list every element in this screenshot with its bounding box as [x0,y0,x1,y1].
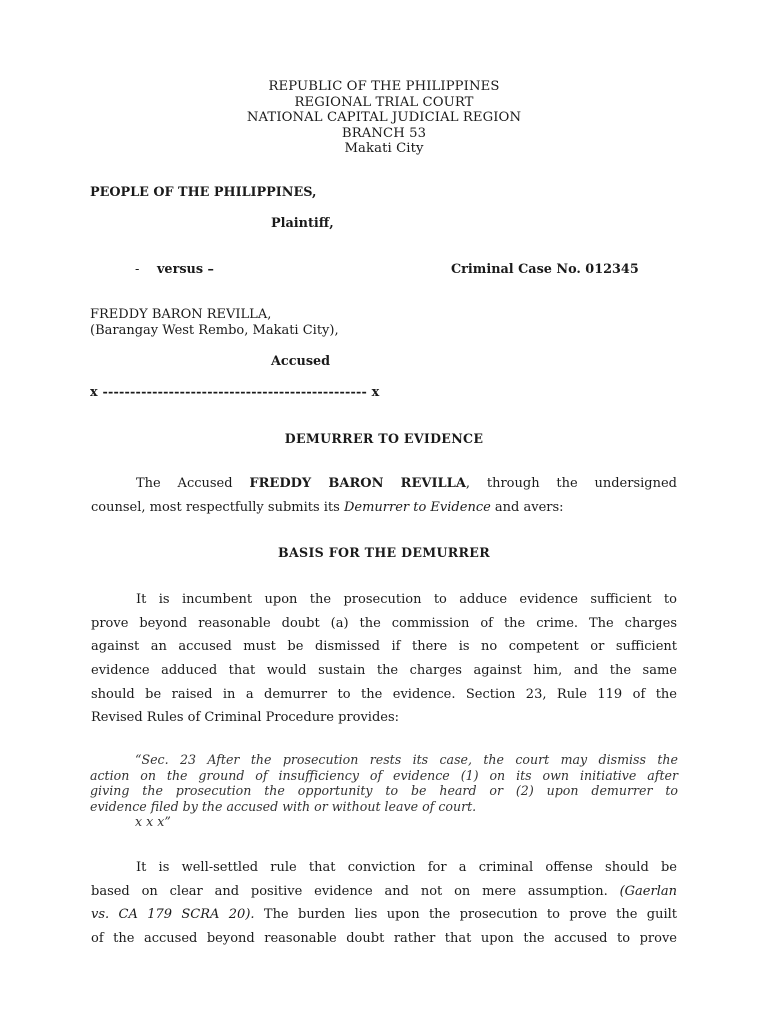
caption-separator: x ------------------------------------------------ x [90,385,380,400]
accused-address: (Barangay West Rembo, Makati City), [90,323,339,338]
intro-text: , through the undersigned [465,476,678,491]
court-header-line-3: NATIONAL CAPITAL JUDICIAL REGION [246,110,522,125]
paragraph-2-line: It is well-settled rule that conviction for a criminal offense should be [136,860,677,875]
paragraph-1 [91,588,677,730]
paragraph-1-line: evidence adduced that would sustain the charges against him, and the same [91,663,677,679]
versus-label: versus – [157,262,214,277]
court-header-line-4: BRANCH 53 [341,125,427,141]
document-title: DEMURRER TO EVIDENCE [284,431,484,446]
paragraph-1-line: Revised Rules of Criminal Procedure provides: [91,710,400,726]
paragraph-1-line: against an accused must be dismissed if there is no competent or sufficient [91,639,677,655]
case-number: Criminal Case No. 012345 [451,262,639,277]
paragraph-2-line: of the accused beyond reasonable doubt rather that upon the accused to prove [91,931,677,947]
intro-text: The Accused [136,476,250,491]
plaintiff-name: PEOPLE OF THE PHILIPPINES, [90,185,317,200]
versus-dash: - [135,262,140,277]
quote-line: “Sec. 23 After the prosecution rests its case, the court may dismiss the [135,752,678,767]
intro-line-2 [91,496,677,520]
intro-text: and avers: [490,499,564,515]
statute-quote [90,752,678,830]
court-header-line-5: Makati City [344,141,424,156]
citation-italic: vs. CA 179 SCRA 20). [91,907,255,923]
quote-line: giving the prosecution the opportunity to be heard or (2) upon demurrer to [90,783,678,799]
demurrer-italic: Demurrer to Evidence [343,499,491,515]
intro-line-1 [91,472,677,496]
paragraph-1-line: should be raised in a demurrer to the evidence. Section 23, Rule 119 of the [91,686,677,702]
accused-role: Accused [271,354,331,369]
citation-italic: (Gaerlan [619,883,677,899]
court-header [0,79,768,157]
quote-line: evidence filed by the accused with or without leave of court. [90,798,477,814]
court-header-line-2: REGIONAL TRIAL COURT [294,94,474,110]
intro-paragraph [91,472,677,519]
paragraph-1-line: prove beyond reasonable doubt (a) the commission of the crime. The charges [91,615,677,631]
quote-line: action on the ground of insufficiency of evidence (1) on its own initiative after [90,767,678,783]
accused-name: FREDDY BARON REVILLA, [90,307,272,322]
quote-ellipsis: x x x” [135,814,171,830]
paragraph-2-text: The burden lies upon the prosecution to prove the guilt [254,907,677,923]
paragraph-2-text: based on clear and positive evidence and not on mere assumption. [91,883,620,899]
paragraph-2-line [91,880,677,904]
court-header-line-1: REPUBLIC OF THE PHILIPPINES [268,79,500,94]
section-heading: BASIS FOR THE DEMURRER [278,545,490,560]
paragraph-2 [91,856,677,951]
plaintiff-role: Plaintiff, [271,216,334,231]
paragraph-1-line: It is incumbent upon the prosecution to adduce evidence sufficient to [136,592,677,607]
paragraph-2-line [91,903,677,927]
accused-name-bold: FREDDY BARON REVILLA [249,476,466,491]
intro-text: counsel, most respectfully submits its [91,499,344,515]
